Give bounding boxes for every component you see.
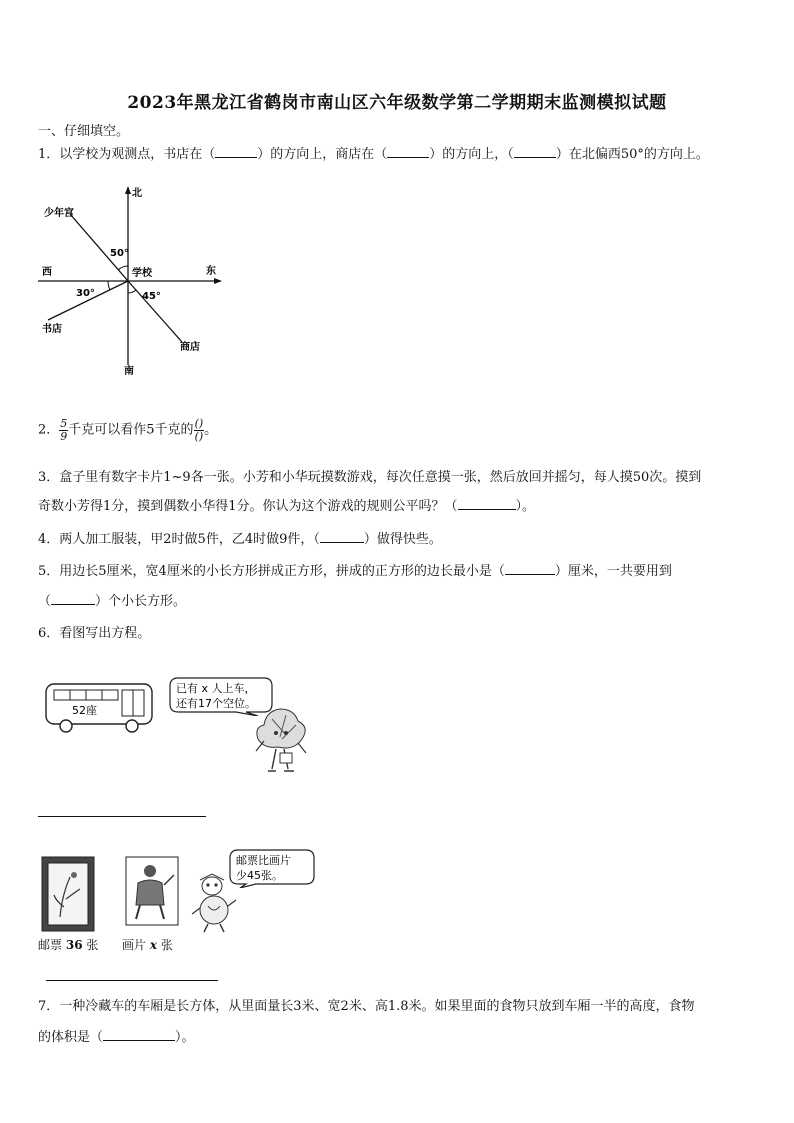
question-5-line-1: 5．用边长5厘米，宽4厘米的小长方形拼成正方形，拼成的正方形的边长最小是（ ）厘米，一共要用到 (38, 564, 672, 579)
bubble-1-line-1: 已有 x 人上车， (176, 682, 256, 695)
bubble-1-line-2: 还有17个空位。 (176, 697, 256, 710)
answer-line-1[interactable] (38, 816, 206, 817)
q2-number: 2． (38, 422, 60, 438)
angle-50-label: 50° (110, 248, 129, 259)
question-5-line-2: （ ）个小长方形。 (38, 594, 187, 609)
bubble-2-line-2: 少45张。 (236, 869, 283, 882)
picture-card-illustration (124, 855, 180, 927)
q1-text-d: ）在北偏西50°的方向上。 (555, 147, 709, 162)
q1-text-a: 1．以学校为观测点，书店在（ (38, 147, 216, 162)
east-arrow-icon (214, 278, 222, 284)
school-label: 学校 (132, 268, 152, 279)
question-3-line-1: 3．盒子里有数字卡片1~9各一张。小芳和小华玩摸数游戏，每次任意摸一张，然后放回并摇匀，每人摸50次。摸到 (38, 470, 702, 485)
angle-arc-45 (128, 290, 136, 293)
west-label: 西 (42, 267, 52, 278)
q2-text: 千克可以看作5千克的 (68, 422, 194, 438)
q1-blank-2[interactable] (387, 145, 429, 158)
page-title: 2023年黑龙江省鹤岗市南山区六年级数学第二学期期末监测模拟试题 (127, 93, 667, 113)
question-4: 4．两人加工服装，甲2时做5件，乙4时做9件，（ ）做得快些。 (38, 532, 442, 547)
q2-end: 。 (204, 422, 218, 438)
question-6: 6．看图写出方程。 (38, 626, 151, 641)
angle-arc-50 (118, 266, 128, 270)
east-label: 东 (206, 266, 216, 277)
q3-blank[interactable] (458, 497, 516, 510)
section-heading: 一、仔细填空。 (38, 124, 130, 139)
q2-fraction: $\frac{5}{9}$ (60, 417, 68, 443)
q2-answer-fraction[interactable]: $\frac{()}{()}$ (194, 417, 204, 443)
q1-blank-3[interactable] (514, 145, 556, 158)
angle-30-label: 30° (76, 288, 95, 299)
angle-arc-30 (108, 281, 110, 290)
q1-blank-1[interactable] (215, 145, 257, 158)
cartoon-character-2-icon (190, 872, 240, 934)
question-7-line-1: 7．一种冷藏车的车厢是长方体，从里面量长3米、宽2米、高1.8米。如果里面的食物只放到车厢一半的高度，食物 (38, 999, 695, 1014)
cartoon-character-icon (250, 705, 314, 777)
q7-blank[interactable] (103, 1028, 175, 1041)
q1-text-b: ）的方向上，商店在（ (257, 147, 388, 162)
angle-45-label: 45° (142, 291, 161, 302)
picture-caption: 画片 x 张 (122, 938, 173, 952)
q4-blank[interactable] (320, 530, 364, 543)
answer-line-2[interactable] (46, 980, 218, 981)
question-3-line-2: 奇数小芳得1分，摸到偶数小华得1分。你认为这个游戏的规则公平吗？（ ）。 (38, 499, 536, 514)
bookstore-ray (48, 281, 128, 320)
north-arrow-icon (125, 186, 131, 194)
bubble-2-line-1: 邮票比画片 (236, 854, 291, 867)
compass-diagram (30, 180, 240, 380)
bus-seats-label: 52座 (72, 704, 97, 717)
bus-wheel-icon (60, 720, 72, 732)
shop-label: 商店 (180, 342, 200, 353)
q5-blank-1[interactable] (505, 562, 555, 575)
north-label: 北 (132, 188, 142, 199)
bus-wheel-icon (126, 720, 138, 732)
stamp-caption: 邮票 36 张 (38, 938, 99, 952)
stamp-illustration (40, 855, 96, 933)
bookstore-label: 书店 (42, 324, 62, 335)
youth-palace-label: 少年宫 (44, 208, 74, 219)
q5-blank-2[interactable] (51, 592, 95, 605)
south-label: 南 (124, 366, 134, 377)
bus-illustration (42, 680, 158, 736)
q1-text-c: ）的方向上，（ (429, 147, 514, 162)
question-7-line-2: 的体积是（ ）。 (38, 1030, 195, 1045)
question-2 (38, 418, 217, 443)
question-1 (38, 145, 709, 165)
